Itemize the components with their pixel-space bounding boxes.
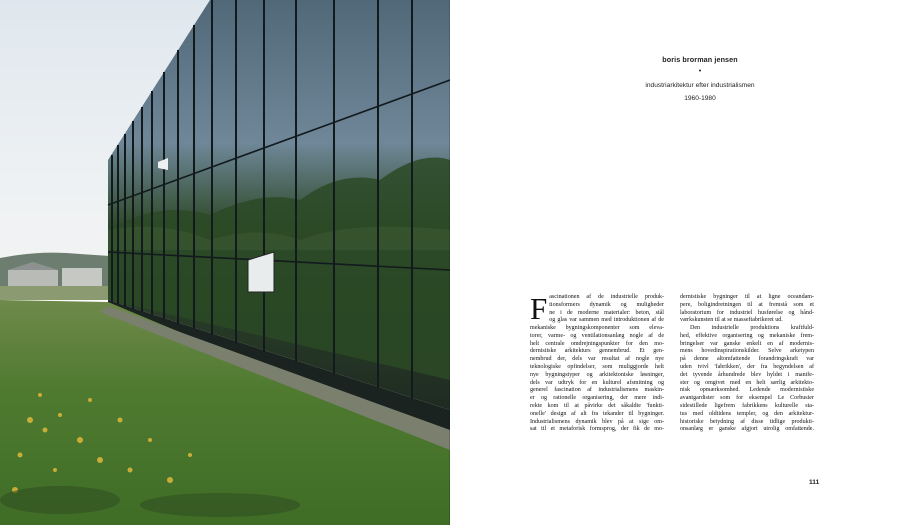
text-line: dernistiske bygninger til at ligne oceandam- <box>680 294 814 300</box>
text-line: mens hovedinspirationskilder. Selve arketypen <box>680 348 814 355</box>
text-line: nisk opmærksomhed. Ledende modernistiske <box>680 387 814 394</box>
text-line: generel fascination af industrialismens maskin- <box>530 387 664 394</box>
text-line: værkskunsten til at se masseftabrikeret ud. <box>680 317 783 324</box>
text-line: ne i de moderne materialer: beton, stål <box>549 309 664 316</box>
text-line: og glas var sammen med introduktionen af de <box>549 317 664 324</box>
chapter-subtitle: industriarkitektur efter industrialismen <box>645 82 755 89</box>
text-line: onsanlæg er ganske afgjort utrolig omfattende. <box>680 426 814 433</box>
text-line: bringelser var ganske enkelt en af modernis- <box>680 340 814 347</box>
text-line: torer, varme- og ventilationsanlæg nogle af de <box>530 332 664 339</box>
text-line: helt centrale omdrejningspunkter for den mo- <box>530 340 664 347</box>
text-line: ascinationen af de industrielle produk- <box>549 294 664 300</box>
text-column-2 <box>680 294 814 434</box>
text-line: tionsformers dynamik og muligheder <box>549 301 664 308</box>
text-line: historiske betydning af disse tidlige produkti- <box>680 418 814 425</box>
chapter-years: 1960-1980 <box>684 95 716 102</box>
text-line: sat til et metaforisk formsprog, der fik de mo- <box>530 426 664 433</box>
text-column-1 <box>530 291 664 434</box>
page-number: 111 <box>809 479 820 486</box>
drop-cap: F <box>530 291 548 326</box>
text-line: laboratorium for industriel husførelse og hånd- <box>680 309 814 316</box>
text-line: dels var udtryk for en kulturel afsmitning og <box>530 379 664 386</box>
text-line: onelle' design af alt fra tekander til bygninger. <box>530 410 664 417</box>
text-line: på denne altomfattende forandringskraft var <box>680 356 814 363</box>
text-line: dernistiske arkitekturs gennembrud. Et gen- <box>530 348 664 355</box>
author-name: boris brorman jensen <box>662 55 738 64</box>
text-page <box>450 0 900 525</box>
text-line: uden tvivl 'fabrikken', der fra begyndelsen af <box>680 364 814 371</box>
text-line: avantgardister som for eksempel Le Corbusier <box>680 395 814 402</box>
heading-bullet: • <box>698 68 702 75</box>
text-line: rekte kom til at påvirke det såkaldte 'funkti- <box>530 402 664 409</box>
text-line: er og rationelle organisering, der mere indi- <box>530 395 664 402</box>
text-line: ster og omgivet med en helt særlig arkitekto- <box>680 379 814 386</box>
text-line: hed, effektive organisering og mekaniske frem- <box>680 332 814 339</box>
chapter-heading <box>620 55 780 102</box>
text-line: Industrialismens dynamik blev på at sige om- <box>530 418 664 425</box>
text-line: nembrud der, dels var resultat af nogle nye <box>530 356 664 363</box>
text-line: Den industrielle produktions kraftfuld- <box>690 325 814 332</box>
text-line: teknologiske opfindelser, som muliggjorde helt <box>530 364 664 371</box>
text-line: nye bygningstyper og arkitektoniske løsninger, <box>530 371 664 378</box>
text-line: mekaniske bygningskomponenter som eleva- <box>530 325 664 332</box>
text-line: pere, boligindretningen til at fremstå som et <box>680 301 814 308</box>
text-line: tus med oldtidens templer, og den arkitektur- <box>680 410 814 417</box>
text-line: det tyvende århundrede blev hyldet i manife- <box>680 371 814 378</box>
text-line: sidestillede ligefrem fabrikkens kulturelle sta- <box>680 402 814 409</box>
